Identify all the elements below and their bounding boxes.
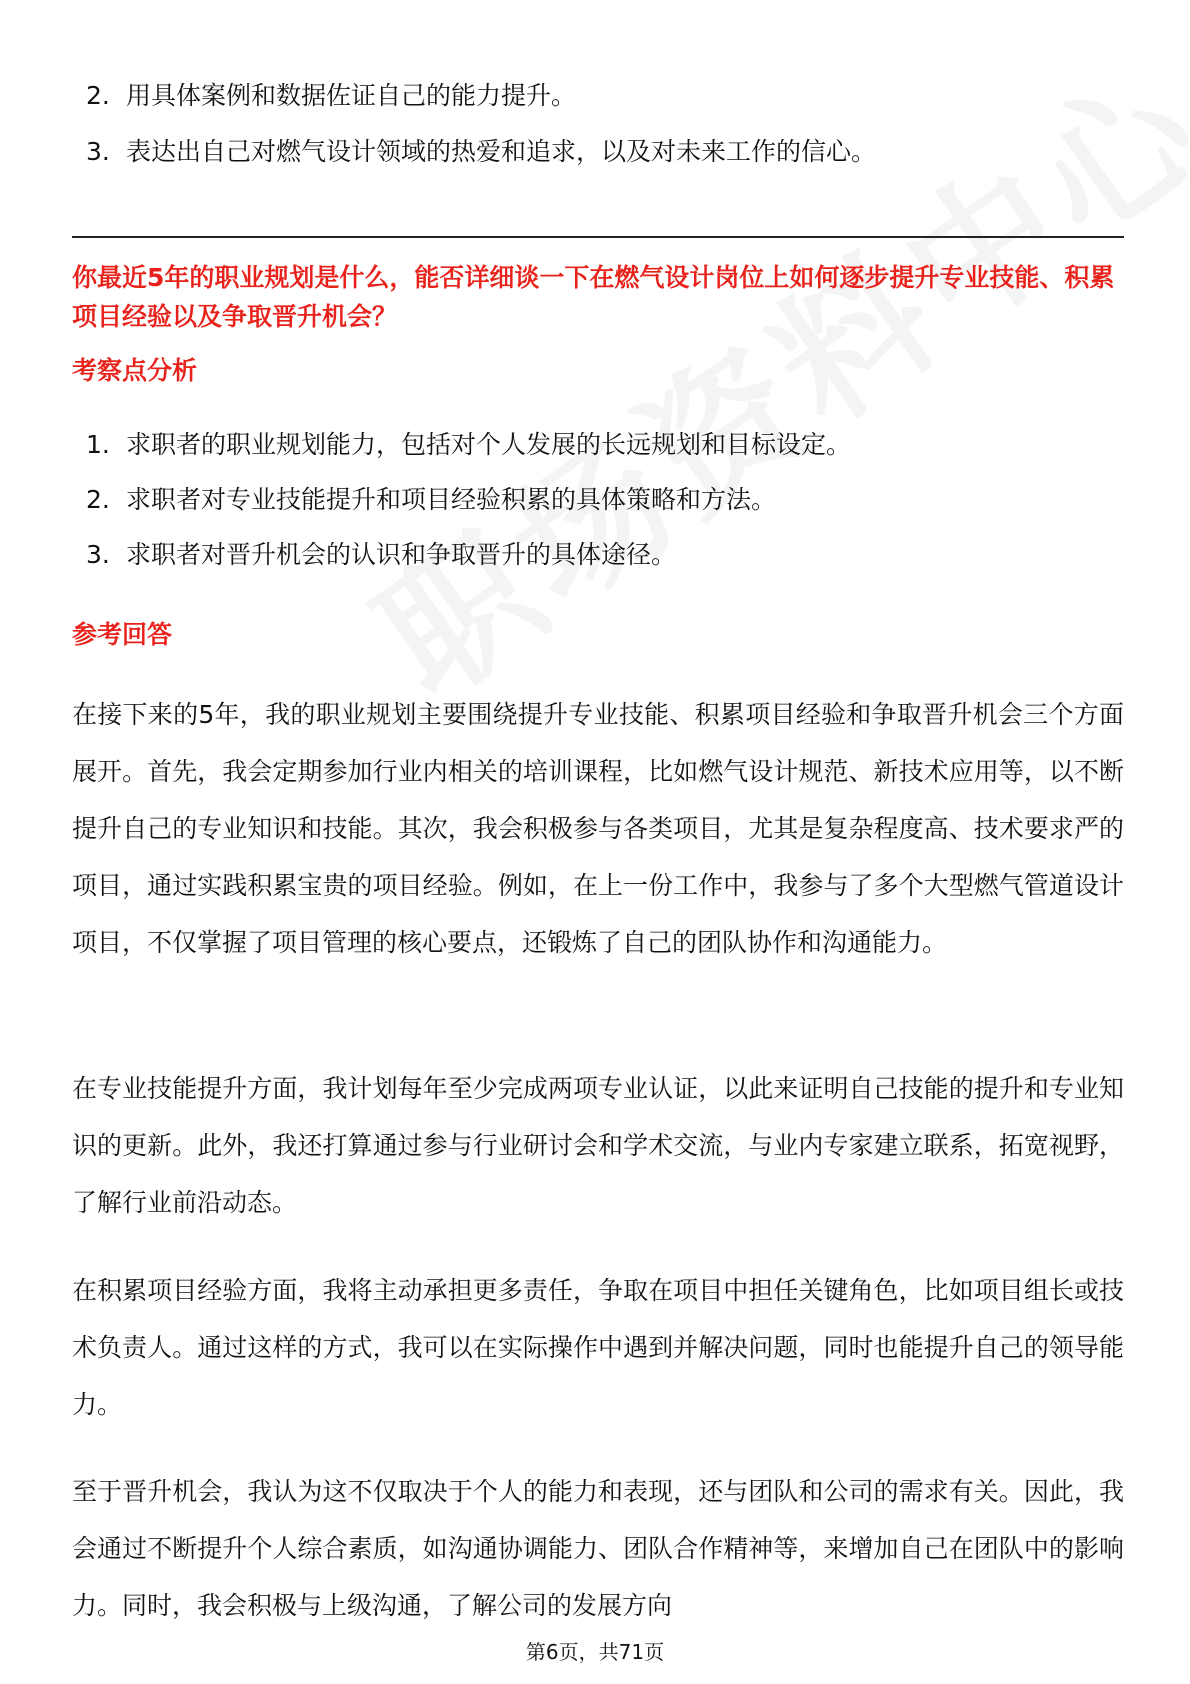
list-item-number: 3. [86,137,110,166]
answer-paragraph: 在接下来的5年，我的职业规划主要围绕提升专业技能、积累项目经验和争取晋升机会三个方面展开。首先，我会定期参加行业内相关的培训课程，比如燃气设计规范、新技术应用等，以不断提升自己的专业知识和技能。其次，我会积极参与各类项目，尤其是复杂程度高、技术要求严的项目，通过实践积累宝贵的项目经验。例如，在上一份工作中，我参与了多个大型燃气管道设计项目，不仅掌握了项目管理的核心要点，还锻炼了自己的团队协作和沟通能力。 [72,700,1124,957]
list-item-text: 求职者对专业技能提升和项目经验积累的具体策略和方法。 [126,485,777,514]
list-item-number: 1. [86,430,110,459]
question-heading: 你最近5年的职业规划是什么，能否详细谈一下在燃气设计岗位上如何逐步提升专业技能、积累项目经验以及争取晋升机会？ [72,263,1115,331]
list-item [86,427,1126,463]
list-item-text: 用具体案例和数据佐证自己的能力提升。 [126,81,577,110]
list-item-text: 求职者对晋升机会的认识和争取晋升的具体途径。 [126,540,677,569]
analysis-list [86,427,1126,592]
answer-heading: 参考回答 [72,620,173,649]
list-item-text: 表达出自己对燃气设计领域的热爱和追求，以及对未来工作的信心。 [126,137,877,166]
list-item-number: 2. [86,81,110,110]
list-item [86,134,1126,170]
list-item-number: 2. [86,485,110,514]
list-item-text: 求职者的职业规划能力，包括对个人发展的长远规划和目标设定。 [126,430,852,459]
answer-paragraph: 至于晋升机会，我认为这不仅取决于个人的能力和表现，还与团队和公司的需求有关。因此，我会通过不断提升个人综合素质，如沟通协调能力、团队合作精神等，来增加自己在团队中的影响力。同时，我会积极与上级沟通，了解公司的发展方向 [72,1477,1124,1620]
answer-paragraph: 在积累项目经验方面，我将主动承担更多责任，争取在项目中担任关键角色，比如项目组长或技术负责人。通过这样的方式，我可以在实际操作中遇到并解决问题，同时也能提升自己的领导能力。 [72,1276,1124,1419]
list-item-number: 3. [86,540,110,569]
list-item [86,537,1126,573]
page-number: 第6页，共71页 [525,1640,665,1664]
analysis-heading: 考察点分析 [72,356,198,385]
section-divider [72,236,1124,238]
answer-paragraph: 在专业技能提升方面，我计划每年至少完成两项专业认证，以此来证明自己技能的提升和专业知识的更新。此外，我还打算通过参与行业研讨会和学术交流，与业内专家建立联系，拓宽视野，了解行业前沿动态。 [72,1074,1124,1217]
list-item [86,78,1126,114]
list-item [86,482,1126,518]
top-list [86,78,1126,190]
